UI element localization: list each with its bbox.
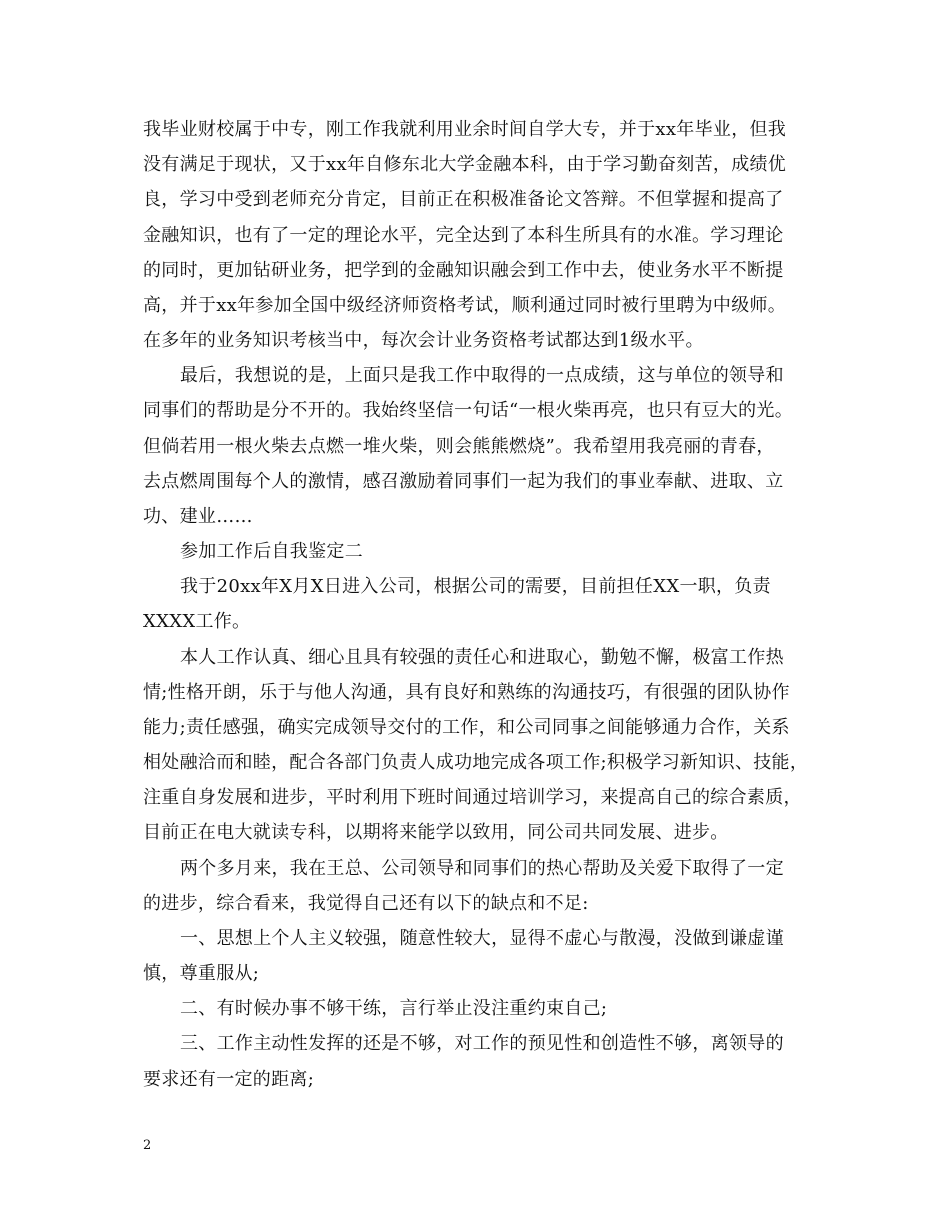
text-line: XXXX工作。	[143, 611, 251, 632]
text-line: 相处融洽而和睦，配合各部门负责人成功地完成各项工作;积极学习新知识、技能，	[143, 752, 809, 773]
text-line: 情;性格开朗，乐于与他人沟通，具有良好和熟练的沟通技巧，有很强的团队协作	[143, 682, 790, 703]
page-number: 2	[143, 1138, 152, 1153]
text-line: 但倘若用一根火柴去点燃一堆火柴，则会熊熊燃烧”。我希望用我亮丽的青春，	[143, 436, 775, 457]
text-line: 去点燃周围每个人的激情，感召激励着同事们一起为我们的事业奉献、进取、立	[143, 471, 784, 492]
text-line: 良，学习中受到老师充分肯定，目前正在积极准备论文答辩。不但掌握和提高了	[143, 189, 784, 210]
text-line: 慎，尊重服从;	[143, 963, 260, 984]
paragraph-start-line: 一、思想上个人主义较强，随意性较大，显得不虚心与散漫，没做到谦虚谨	[180, 928, 784, 949]
text-line: 的同时，更加钻研业务，把学到的金融知识融会到工作中去，使业务水平不断提	[143, 260, 784, 281]
paragraph-start-line: 三、工作主动性发挥的还是不够，对工作的预见性和创造性不够，离领导的	[180, 1033, 784, 1054]
paragraph-start-line: 最后，我想说的是，上面只是我工作中取得的一点成绩，这与单位的领导和	[180, 365, 784, 386]
text-line: 没有满足于现状，又于xx年自修东北大学金融本科，由于学习勤奋刻苦，成绩优	[143, 154, 787, 175]
text-line: 我毕业财校属于中专，刚工作我就利用业余时间自学大专，并于xx年毕业，但我	[143, 119, 787, 140]
text-line: 能力;责任感强，确实完成领导交付的工作，和公司同事之间能够通力合作，关系	[143, 717, 790, 738]
section-heading: 参加工作后自我鉴定二	[180, 541, 363, 562]
text-line: 在多年的业务知识考核当中，每次会计业务资格考试都达到1级水平。	[143, 330, 704, 351]
text-line: 要求还有一定的距离;	[143, 1069, 315, 1090]
text-line: 注重自身发展和进步，平时利用下班时间通过培训学习，来提高自己的综合素质，	[143, 787, 802, 808]
text-line: 目前正在电大就读专科，以期将来能学以致用，同公司共同发展、进步。	[143, 822, 729, 843]
text-line: 金融知识，也有了一定的理论水平，完全达到了本科生所具有的水准。学习理论	[143, 225, 784, 246]
text-line: 的进步，综合看来，我觉得自己还有以下的缺点和不足:	[143, 893, 589, 914]
paragraph-start-line: 我于20xx年X月X日进入公司，根据公司的需要，目前担任XX一职，负责	[180, 576, 771, 597]
paragraph-start-line: 本人工作认真、细心且具有较强的责任心和进取心，勤勉不懈，极富工作热	[180, 647, 784, 668]
text-line: 高，并于xx年参加全国中级经济师资格考试，顺利通过同时被行里聘为中级师。	[143, 295, 787, 316]
text-line: 同事们的帮助是分不开的。我始终坚信一句话“一根火柴再亮，也只有豆大的光。	[143, 400, 793, 421]
paragraph-start-line: 二、有时候办事不够干练，言行举止没注重约束自己;	[180, 998, 608, 1019]
paragraph-start-line: 两个多月来，我在王总、公司领导和同事们的热心帮助及关爱下取得了一定	[180, 858, 784, 879]
text-line: 功、建业……	[143, 506, 253, 527]
